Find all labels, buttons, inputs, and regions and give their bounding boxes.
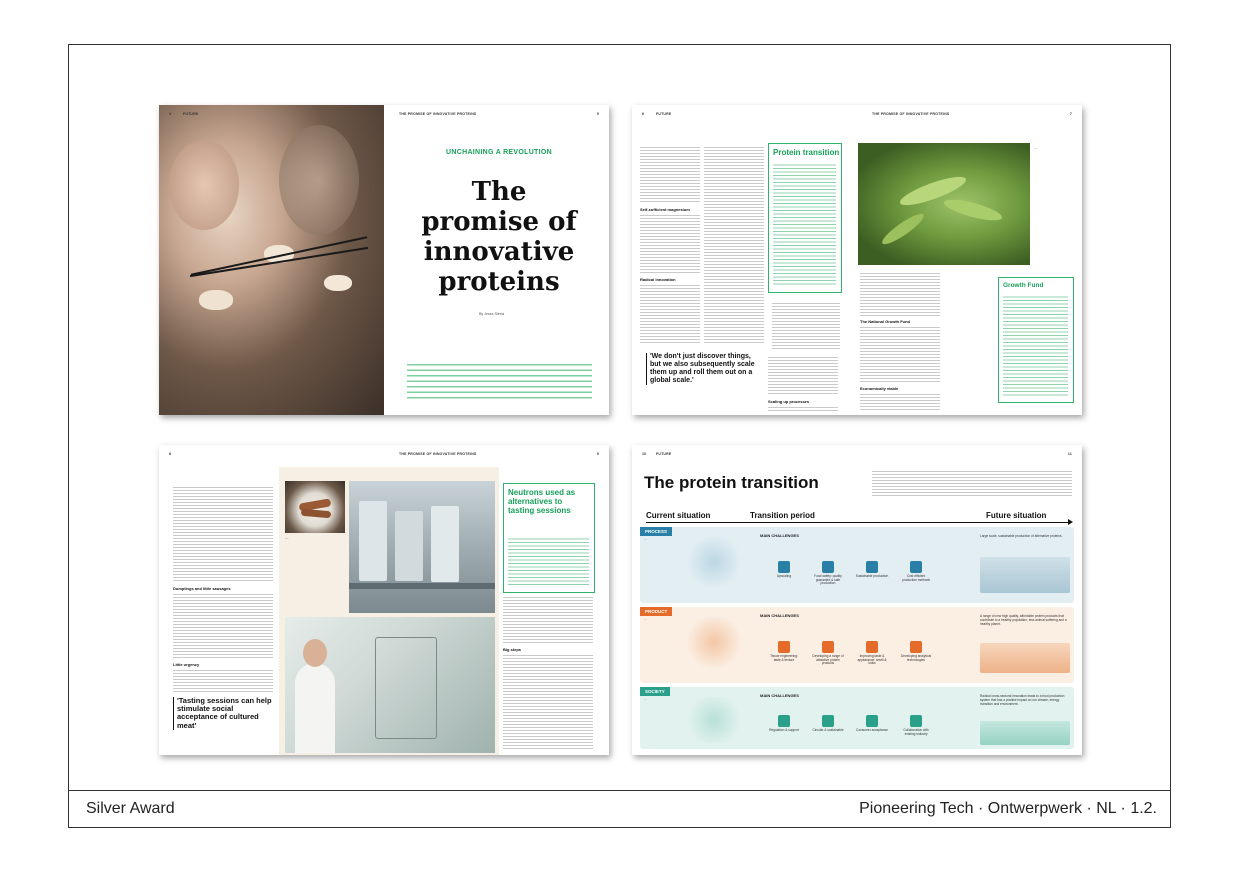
box-title: Neutrons used as alternatives to tasting sessions (508, 488, 576, 515)
band-label: SOCIETY (640, 687, 670, 696)
box-text (773, 162, 836, 287)
box-title: Protein transition (773, 148, 840, 157)
future-text: Large scale, sustainable production of alternative proteins. (980, 534, 1063, 538)
collaboration-icon (910, 715, 922, 727)
transition-period-label: Transition period (750, 511, 815, 520)
body-text (704, 145, 764, 345)
product-illustration (684, 617, 744, 667)
challenge-label: Developing analytical technologies (900, 654, 932, 662)
band-intro: ··· (644, 698, 648, 702)
subhead: Self-sufficient magnesium (640, 207, 690, 212)
regulation-icon (778, 715, 790, 727)
page-number-left: 4 (169, 112, 172, 116)
people-illustration (980, 721, 1070, 745)
box-text (1003, 294, 1068, 398)
subhead: Economically viable (860, 386, 899, 391)
infographic-title: The protein transition (644, 473, 819, 492)
body-text (503, 595, 593, 643)
body-text (173, 485, 273, 583)
main-challenges-label: MAIN CHALLENGES (760, 613, 799, 618)
intro-text (407, 360, 592, 400)
sausage-plate-photo (285, 481, 345, 533)
headline (399, 177, 599, 297)
page-number-right: 5 (596, 112, 599, 116)
food-safety-icon (822, 561, 834, 573)
subhead: Dumplings and little sausages (173, 586, 231, 591)
chopsticks-dumpling-photo (159, 105, 384, 415)
box-title: Growth Fund (1003, 282, 1044, 289)
lab-researcher-photo (285, 617, 495, 753)
challenge-label: Developing a range of attractive protein products (812, 654, 844, 666)
page-number-left: 10 (642, 452, 647, 456)
pull-quote: 'Tasting sessions can help stimulate social acceptance of cultured meat' (173, 697, 272, 730)
running-head: THE PROMISE OF INNOVATIVE PROTEINS (399, 452, 477, 456)
body-text (503, 653, 593, 749)
body-text (768, 355, 838, 395)
body-text (860, 271, 940, 317)
timeline-arrow (646, 522, 1070, 523)
product-range-icon (822, 641, 834, 653)
society-illustration (684, 697, 744, 743)
band-label: PRODUCT (640, 607, 672, 616)
band-intro: ··· (644, 538, 648, 542)
running-head: THE PROMISE OF INNOVATIVE PROTEINS (399, 112, 477, 116)
spread-infographic (632, 445, 1082, 755)
band-process (640, 527, 1074, 603)
headline-line-4: proteins (438, 267, 560, 297)
circular-icon (822, 715, 834, 727)
photo-caption: ··· (285, 537, 289, 541)
subhead: Little urgency (173, 662, 200, 667)
spread-neutrons (159, 445, 609, 755)
intro-text (872, 469, 1072, 497)
band-intro: ··· (644, 618, 648, 622)
headline-line-1: The (471, 177, 527, 207)
arrow-head-icon (1068, 519, 1073, 525)
body-text (173, 592, 273, 658)
challenge-label: Consumer acceptance (856, 728, 888, 732)
body-text (640, 213, 700, 273)
band-society (640, 687, 1074, 749)
spread-opening (159, 105, 609, 415)
band-label: PROCESS (640, 527, 672, 536)
running-head: THE PROMISE OF INNOVATIVE PROTEINS (872, 112, 950, 116)
growth-fund-box (998, 277, 1074, 403)
challenge-label: Regulation & support (769, 728, 799, 732)
future-text: Radical cross-sectoral innovation leads to a food production system that has a positive impact on our climate, energy transition and environment. (980, 694, 1065, 706)
page-number-right: 11 (1067, 452, 1072, 456)
factory-line-photo (349, 481, 495, 613)
protein-transition-box (768, 143, 842, 293)
footer-divider (68, 790, 1171, 791)
body-text (640, 145, 700, 203)
page-number-left: 8 (169, 452, 172, 456)
tissue-engineering-icon (778, 641, 790, 653)
challenge-label: Food safety: quality guarantee & safe production (814, 574, 842, 586)
products-illustration (980, 643, 1070, 673)
subhead: Scaling up processes (768, 399, 810, 404)
page-number-left: 6 (642, 112, 645, 116)
challenge-label: Collaboration with existing industry (903, 728, 929, 736)
award-label: Silver Award (86, 800, 175, 817)
upscaling-icon (778, 561, 790, 573)
spread-protein-transition (632, 105, 1082, 415)
headline-line-2: promise of (421, 207, 577, 237)
neutrons-box (503, 483, 595, 593)
subhead: Radical innovation (640, 277, 676, 282)
main-challenges-label: MAIN CHALLENGES (760, 693, 799, 698)
consumer-icon (866, 715, 878, 727)
taste-icon (866, 641, 878, 653)
challenge-label: Cost efficient production methods (902, 574, 930, 582)
pull-quote: 'We don't just discover things, but we also subsequently scale them up and roll them out on a global scale.' (646, 353, 760, 385)
body-text (173, 668, 273, 692)
cost-efficient-icon (910, 561, 922, 573)
subhead: Big steps (503, 647, 522, 652)
section-label: FUTURE (656, 452, 672, 456)
credit-label: Pioneering Tech · Ontwerpwerk · NL · 1.2. (859, 800, 1157, 817)
challenge-label: Circular & sustainable (812, 728, 844, 732)
body-text (772, 301, 840, 349)
process-illustration (684, 537, 744, 587)
challenge-label: Tissue engineering: taste & texture (770, 654, 798, 662)
photo-caption: ··· (1034, 147, 1038, 151)
section-label: FUTURE (183, 112, 199, 116)
page-number-right: 9 (596, 452, 599, 456)
kicker: UNCHAINING A REVOLUTION (446, 149, 552, 156)
future-situation-label: Future situation (986, 511, 1047, 520)
box-text (508, 536, 589, 586)
page-number-right: 7 (1069, 112, 1072, 116)
future-text: A range of new high quality, affordable protein products that contribute to a healthy population, less animal suffering and a healthy planet. (980, 614, 1067, 626)
body-text (768, 405, 838, 411)
byline: By Jesse Sierra (479, 312, 505, 316)
band-product (640, 607, 1074, 683)
body-text (860, 325, 940, 383)
challenge-label: Improving taste & appearance: smell & looks (857, 654, 887, 666)
subhead: The National Growth Fund (860, 319, 910, 324)
body-text (860, 392, 940, 410)
challenge-label: Upscaling (777, 574, 791, 578)
headline-line-3: innovative (423, 237, 575, 267)
challenge-label: Sustainable production (855, 574, 889, 578)
section-label: FUTURE (656, 112, 672, 116)
body-text (640, 283, 700, 345)
current-situation-label: Current situation (646, 511, 711, 520)
sustainable-icon (866, 561, 878, 573)
analytics-icon (910, 641, 922, 653)
factory-illustration (980, 557, 1070, 593)
pea-plant-photo (858, 143, 1030, 265)
main-challenges-label: MAIN CHALLENGES (760, 533, 799, 538)
